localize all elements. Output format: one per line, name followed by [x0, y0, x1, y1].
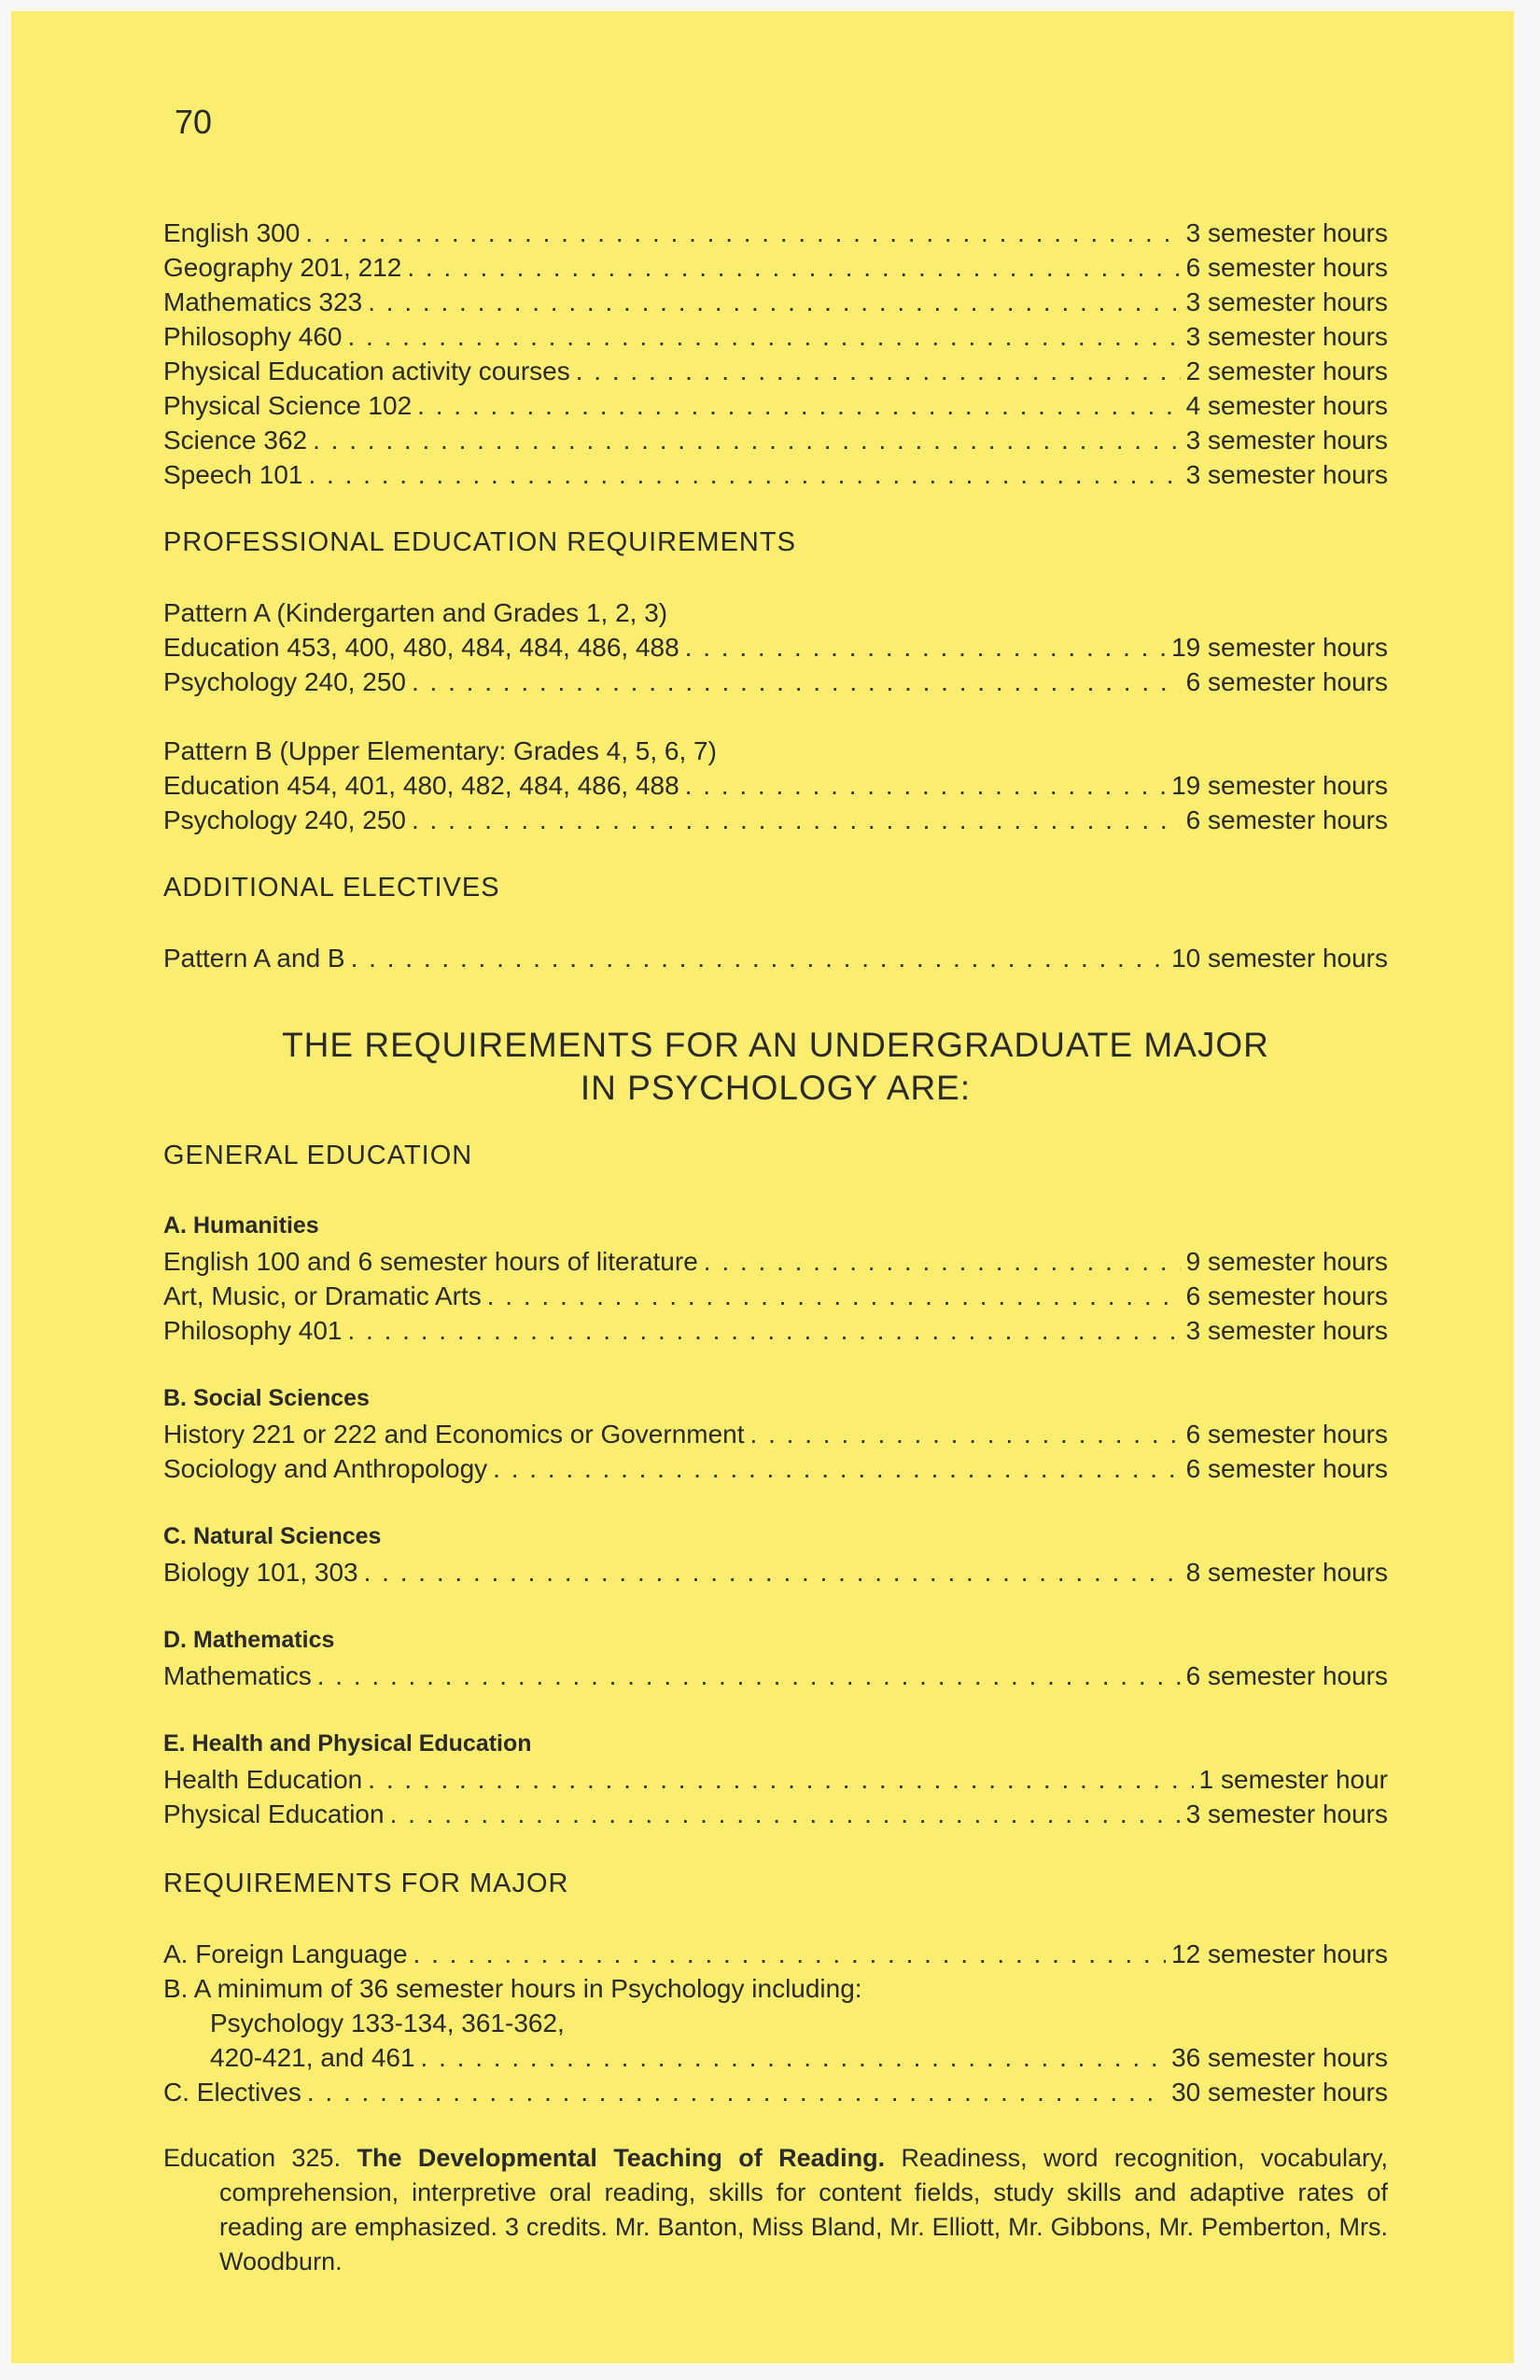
course-row: Speech 101 . . . 3 semester hours — [163, 458, 1388, 492]
course-row: Physical Education activity courses . . . 2 semester hours — [163, 355, 1388, 388]
pattern-a-title: Pattern A (Kindergarten and Grades 1, 2, 3) — [163, 598, 668, 627]
section-heading-major: REQUIREMENTS FOR MAJOR — [163, 1869, 569, 1898]
course-row: Geography 201, 212 . . . 6 semester hours — [163, 251, 1388, 285]
course-row: Philosophy 460 . . . 3 semester hours — [163, 320, 1388, 354]
course-title: The Developmental Teaching of Reading. — [357, 2144, 886, 2172]
course-description — [163, 2141, 1388, 2279]
course-row: History 221 or 222 and Economics or Government . . . 6 semester hours — [163, 1418, 1388, 1451]
course-row: Physical Science 102 . . . 4 semester hours — [163, 389, 1388, 423]
course-row: 420-421, and 461 . . . 36 semester hours — [210, 2041, 1388, 2075]
course-row: Mathematics . . . 6 semester hours — [163, 1659, 1388, 1693]
course-description-text: Readiness, word recognition, vocabulary, comprehension, interpretive oral reading, skills for content fields, study skills and adaptive rates of reading are emphasized. 3 credits. Mr. Banton, Miss Bland, Mr. Elliott, Mr. Gibbons, Mr. Pemberton, Mrs. Woodburn. — [219, 2144, 1388, 2275]
page-number: 70 — [175, 103, 213, 141]
major-title-line2: IN PSYCHOLOGY ARE: — [580, 1069, 972, 1107]
course-row: Biology 101, 303 . . . 8 semester hours — [163, 1556, 1388, 1589]
psychology-courses: Psychology 133-134, 361-362, — [210, 2009, 565, 2037]
course-row: Education 453, 400, 480, 484, 484, 486, 488 . . . 19 semester hours — [163, 631, 1388, 665]
course-row: Psychology 240, 250 . . . 6 semester hours — [163, 804, 1388, 837]
major-title — [163, 1024, 1388, 1110]
subsection-health-pe: E. Health and Physical Education — [163, 1730, 532, 1757]
course-row: Mathematics 323 . . . 3 semester hours — [163, 286, 1388, 319]
section-heading-additional: ADDITIONAL ELECTIVES — [163, 873, 500, 903]
psychology-requirement: B. A minimum of 36 semester hours in Psychology including: — [163, 1974, 862, 2003]
course-row: Psychology 240, 250 . . . 6 semester hours — [163, 665, 1388, 699]
course-row: A. Foreign Language . . . 12 semester hours — [163, 1938, 1388, 1971]
course-row: Physical Education . . . 3 semester hours — [163, 1798, 1388, 1831]
course-number: Education 325. — [163, 2144, 342, 2172]
course-row: Art, Music, or Dramatic Arts . . . 6 semester hours — [163, 1280, 1388, 1313]
subsection-humanities: A. Humanities — [163, 1212, 319, 1239]
course-row: Pattern A and B . . . 10 semester hours — [163, 942, 1388, 975]
pattern-b-title: Pattern B (Upper Elementary: Grades 4, 5, 6, 7) — [163, 736, 717, 765]
section-heading-general: GENERAL EDUCATION — [163, 1141, 473, 1170]
course-row: Science 362 . . . 3 semester hours — [163, 424, 1388, 457]
section-heading-professional: PROFESSIONAL EDUCATION REQUIREMENTS — [163, 527, 796, 557]
course-row: Education 454, 401, 480, 482, 484, 486, 488 . . . 19 semester hours — [163, 769, 1388, 803]
course-row: English 300 . . . 3 semester hours — [163, 217, 1388, 250]
course-row: English 100 and 6 semester hours of literature . . . 9 semester hours — [163, 1245, 1388, 1279]
course-row: C. Electives . . . 30 semester hours — [163, 2076, 1388, 2109]
course-row: Philosophy 401 . . . 3 semester hours — [163, 1314, 1388, 1348]
subsection-mathematics: D. Mathematics — [163, 1627, 335, 1653]
subsection-natural-sciences: C. Natural Sciences — [163, 1523, 382, 1549]
course-row: Sociology and Anthropology . . . 6 semester hours — [163, 1452, 1388, 1486]
subsection-social-sciences: B. Social Sciences — [163, 1385, 370, 1411]
major-title-line1: THE REQUIREMENTS FOR AN UNDERGRADUATE MAJOR — [282, 1026, 1269, 1064]
catalog-page — [11, 11, 1514, 2363]
course-row: Health Education . . . 1 semester hour — [163, 1763, 1388, 1797]
